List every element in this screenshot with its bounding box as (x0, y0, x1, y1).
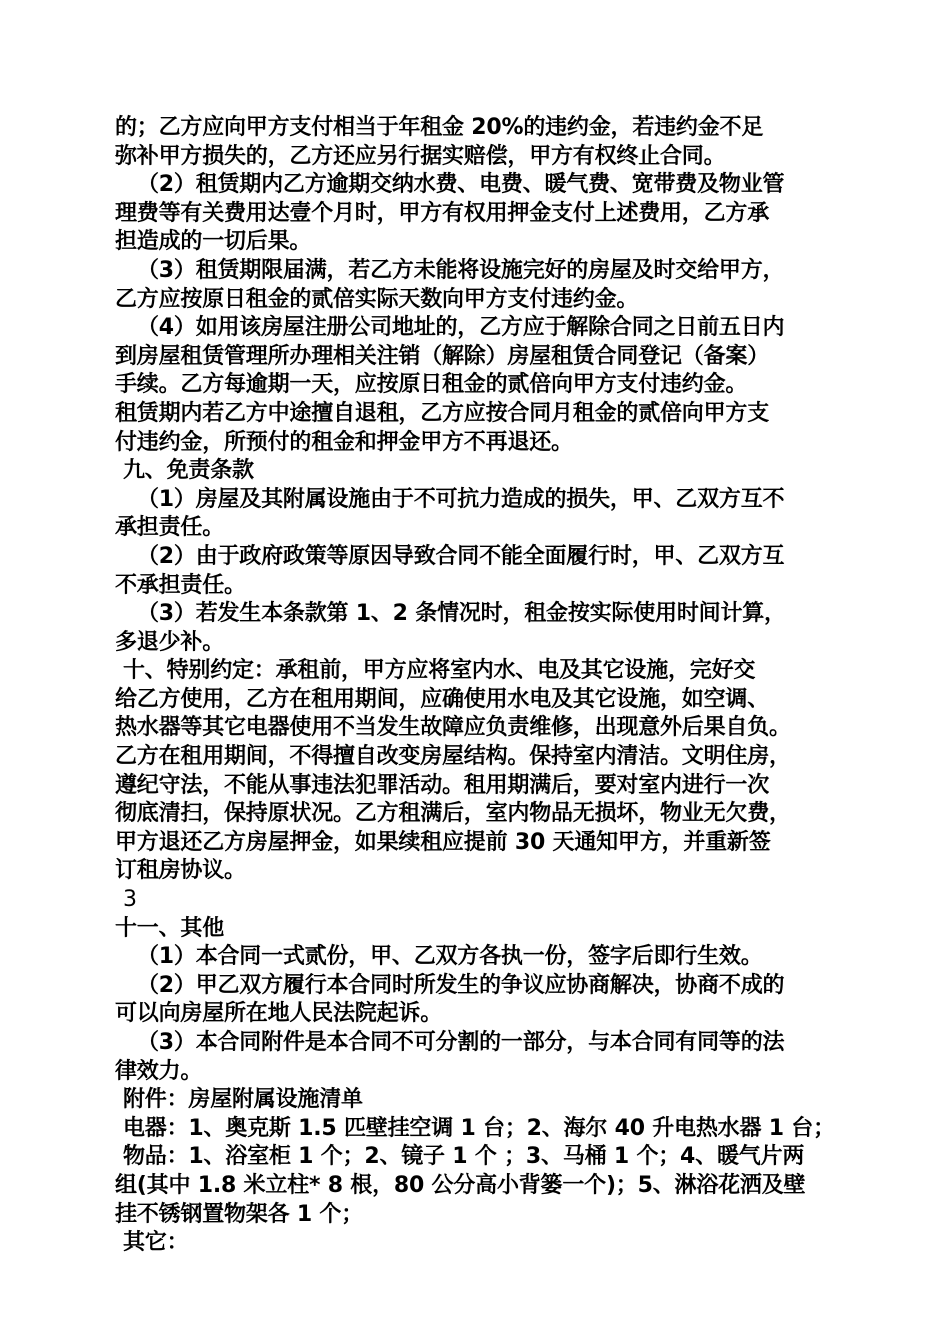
text-line: 组(其中 1.8 米立柱* 8 根，80 公分高小背篓一个)；5、淋浴花洒及壁 (115, 1172, 806, 1198)
text-line: 的；乙方应向甲方支付相当于年租金 20%的违约金，若违约金不足 (115, 115, 764, 140)
text-line: 挂不锈钢置物架各 1 个； (115, 1201, 364, 1227)
text-line: 遵纪守法，不能从事违法犯罪活动。租用期满后，要对室内进行一次 (115, 772, 770, 798)
text-line: 弥补甲方损失的，乙方还应另行据实赔偿，甲方有权终止合同。 (115, 143, 726, 169)
clause-9-item-2: （2）由于政府政策等原因导致合同不能全面履行时，甲、乙双方互 (137, 543, 785, 569)
text-line: 手续。乙方每逾期一天，应按原日租金的贰倍向甲方支付违约金。 (115, 372, 748, 398)
text-line: 乙方应按原日租金的贰倍实际天数向甲方支付违约金。 (115, 286, 639, 312)
clause-11-item-1: （1）本合同一式贰份，甲、乙双方各执一份，签字后即行生效。 (137, 944, 763, 970)
text-line: 订租房协议。 (115, 858, 246, 884)
appendix-items: 物品：1、浴室柜 1 个；2、镜子 1 个 ；3、马桶 1 个；4、暖气片两 (123, 1144, 805, 1170)
text-line: 承担责任。 (115, 515, 225, 541)
text-line: 不承担责任。 (115, 572, 246, 598)
section-9-heading: 九、免责条款 (123, 458, 254, 484)
contract-text (115, 114, 855, 1258)
text-line: 可以向房屋所在地人民法院起诉。 (115, 1001, 443, 1027)
appendix-other: 其它： (123, 1230, 189, 1256)
section-11-heading: 十一、其他 (115, 915, 225, 941)
text-line: 乙方在租用期间，不得擅自改变房屋结构。保持室内清洁。文明住房， (115, 744, 791, 770)
clause-9-item-1: （1）房屋及其附属设施由于不可抗力造成的损失，甲、乙双方互不 (137, 486, 785, 512)
text-line: 律效力。 (115, 1058, 203, 1084)
clause-11-item-2: （2）甲乙双方履行本合同时所发生的争议应协商解决，协商不成的 (137, 972, 785, 998)
text-line: 到房屋租赁管理所办理相关注销（解除）房屋租赁合同登记（备案） (115, 343, 770, 369)
clause-8-item-3: （3）租赁期限届满，若乙方未能将设施完好的房屋及时交给甲方， (137, 257, 785, 283)
text-line: 租赁期内若乙方中途擅自退租，乙方应按合同月租金的贰倍向甲方支 (115, 400, 770, 426)
clause-8-item-4: （4）如用该房屋注册公司地址的，乙方应于解除合同之日前五日内 (137, 315, 785, 341)
text-line: 热水器等其它电器使用不当发生故障应负责维修，出现意外后果自负。 (115, 715, 791, 741)
clause-11-item-3: （3）本合同附件是本合同不可分割的一部分，与本合同有同等的法 (137, 1030, 785, 1055)
clause-8-item-2: （2）租赁期内乙方逾期交纳水费、电费、暖气费、宽带费及物业管 (137, 172, 785, 198)
text-line: 付违约金，所预付的租金和押金甲方不再退还。 (115, 429, 573, 455)
text-line: 理费等有关费用达壹个月时，甲方有权用押金支付上述费用，乙方承 (115, 200, 770, 226)
appendix-appliances: 电器：1、奥克斯 1.5 匹壁挂空调 1 台；2、海尔 40 升电热水器 1 台； (123, 1115, 835, 1141)
text-line: 甲方退还乙方房屋押金，如果续租应提前 30 天通知甲方，并重新签 (115, 829, 771, 855)
text-line: 给乙方使用，乙方在租用期间，应确使用水电及其它设施，如空调、 (115, 686, 770, 712)
section-10-heading: 十、特别约定：承租前，甲方应将室内水、电及其它设施，完好交 (123, 658, 756, 684)
text-line: 担造成的一切后果。 (115, 229, 312, 255)
clause-9-item-3: （3）若发生本条款第 1、2 条情况时，租金按实际使用时间计算， (137, 601, 786, 627)
page-number: 3 (123, 887, 137, 913)
text-line: 多退少补。 (115, 629, 225, 655)
appendix-title: 附件：房屋附属设施清单 (123, 1087, 363, 1113)
text-line: 彻底清扫，保持原状况。乙方租满后，室内物品无损坏，物业无欠费， (115, 801, 791, 827)
